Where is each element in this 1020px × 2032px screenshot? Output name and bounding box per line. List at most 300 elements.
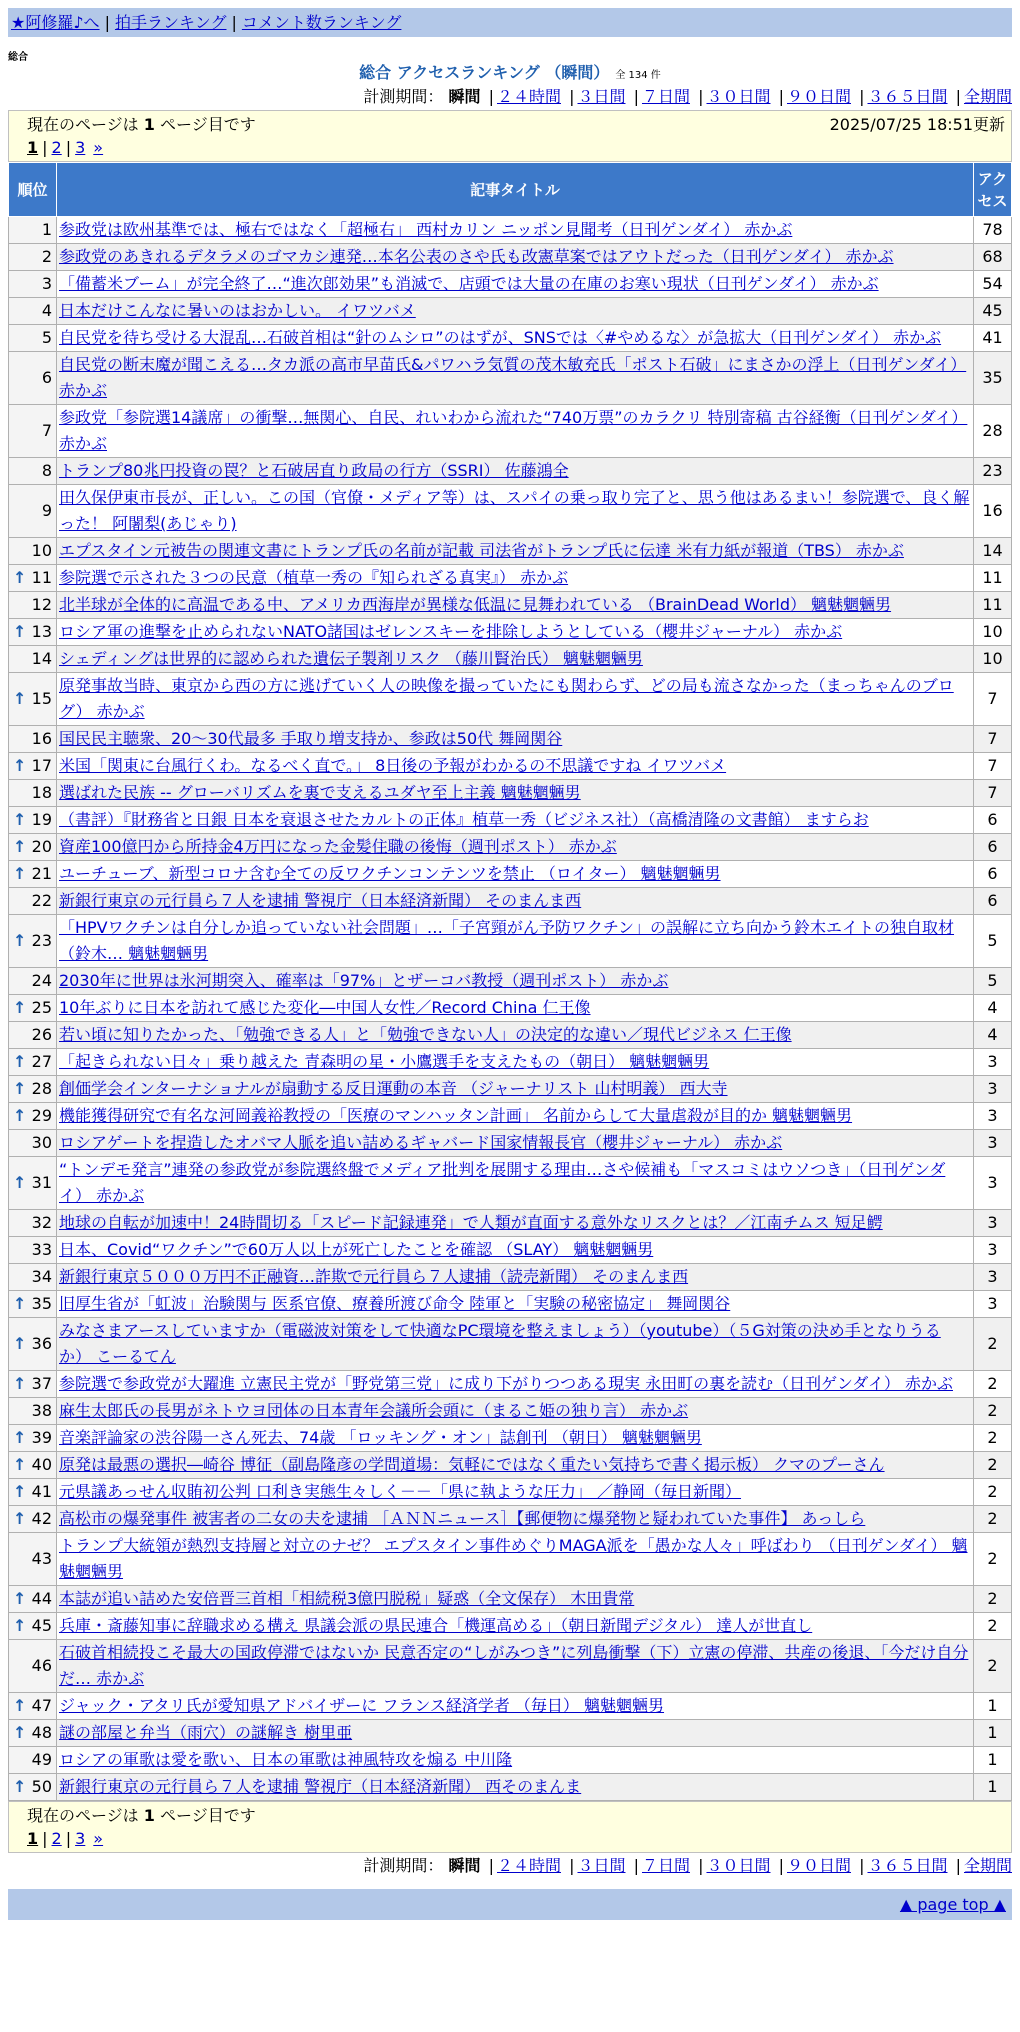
access-count: 7 [974, 780, 1012, 807]
rank-number: 33 [31, 1240, 52, 1259]
title-cell [57, 352, 974, 405]
period-link-30d-bottom[interactable]: ３０日間 [706, 1856, 771, 1875]
page-link-next-bottom[interactable]: » [93, 1829, 104, 1848]
page-current: 1 [27, 138, 39, 157]
rank-number: 21 [31, 864, 52, 883]
up-arrow-icon: ↑ [13, 1334, 27, 1353]
rank-number: 27 [31, 1052, 52, 1071]
article-link[interactable]: ロシアゲートを捏造したオバマ人脈を追い詰めるギャバード国家情報長官（櫻井ジャーナル） 赤かぶ [59, 1133, 783, 1152]
article-link[interactable]: 本誌が追い詰めた安倍晋三首相「相続税3億円脱税」疑惑（全文保存） 木田貴常 [59, 1589, 635, 1608]
article-link[interactable]: 麻生太郎氏の長男がネトウヨ団体の日本青年会議所会頭に（まるこ姫の独り言） 赤かぶ [59, 1401, 689, 1420]
title-cell [57, 1210, 974, 1237]
rank-number: 46 [31, 1656, 52, 1675]
article-link[interactable]: 「起きられない日々」乗り越えた 青森明の星・小鷹選手を支えたもの（朝日） 魑魅魍魎男 [59, 1052, 710, 1071]
table-row [9, 807, 1012, 834]
title-cell [57, 673, 974, 726]
rank-number: 28 [31, 1079, 52, 1098]
up-arrow-icon: ↑ [13, 1079, 27, 1098]
access-count: 7 [974, 726, 1012, 753]
up-arrow-icon: ↑ [13, 1455, 27, 1474]
rank-number: 4 [41, 301, 52, 320]
access-count: 4 [974, 995, 1012, 1022]
table-row [9, 888, 1012, 915]
rank-cell [9, 888, 57, 915]
nav-link-clap-ranking[interactable]: 拍手ランキング [114, 13, 227, 32]
title-cell [57, 1506, 974, 1533]
table-row [9, 834, 1012, 861]
rank-number: 48 [31, 1723, 52, 1742]
nav-link-asyura-home[interactable]: ★阿修羅♪へ [11, 13, 100, 32]
table-row [9, 753, 1012, 780]
article-link[interactable]: エプスタイン元被告の関連文書にトランプ氏の名前が記載 司法省がトランプ氏に伝達 米有力紙が報道（TBS） 赤かぶ [59, 541, 904, 560]
period-link-all[interactable]: 全期間 [963, 87, 1012, 106]
table-row [9, 1613, 1012, 1640]
up-arrow-icon: ↑ [13, 1052, 27, 1071]
period-link-7d[interactable]: ７日間 [641, 87, 690, 106]
up-arrow-icon: ↑ [13, 1777, 27, 1796]
title-cell [57, 807, 974, 834]
rank-number: 32 [31, 1213, 52, 1232]
rank-cell [9, 1506, 57, 1533]
article-link[interactable]: （書評）『財務省と日銀 日本を衰退させたカルトの正体』植草一秀（ビジネス社）（高橋清隆の文書館） ますらお [59, 810, 869, 829]
page-top-link[interactable]: ▲ page top ▲ [899, 1895, 1006, 1914]
up-arrow-icon: ↑ [13, 810, 27, 829]
period-label: 計測期間： [363, 87, 444, 106]
table-row [9, 1774, 1012, 1801]
page-link-2-bottom[interactable]: 2 [51, 1829, 62, 1848]
rank-cell [9, 1264, 57, 1291]
table-row [9, 968, 1012, 995]
article-link[interactable]: 参政党のあきれるデタラメのゴマカシ連発…本名公表のさや氏も改憲草案ではアウトだった（日刊ゲンダイ） 赤かぶ [59, 247, 894, 266]
rank-number: 23 [31, 931, 52, 950]
rank-number: 35 [31, 1294, 52, 1313]
rank-cell [9, 807, 57, 834]
rank-number: 44 [31, 1589, 52, 1608]
up-arrow-icon: ↑ [13, 1173, 27, 1192]
period-link-30d[interactable]: ３０日間 [706, 87, 771, 106]
rank-number: 12 [31, 595, 52, 614]
period-link-all-bottom[interactable]: 全期間 [963, 1856, 1012, 1875]
rank-cell [9, 271, 57, 298]
article-link[interactable]: 選ばれた民族 -- グローバリズムを裏で支えるユダヤ至上主義 魑魅魍魎男 [59, 783, 581, 802]
access-count: 2 [974, 1506, 1012, 1533]
up-arrow-icon: ↑ [13, 1589, 27, 1608]
rank-number: 42 [31, 1509, 52, 1528]
table-row [9, 1049, 1012, 1076]
table-row [9, 915, 1012, 968]
article-link[interactable]: 新銀行東京の元行員ら７人を逮捕 警視庁（日本経済新聞） 西そのまんま [59, 1777, 582, 1796]
article-link[interactable]: 自民党の断末魔が聞こえる…タカ派の高市早苗氏&パワハラ気質の茂木敏充氏「ポスト石破」にまさかの浮上（日刊ゲンダイ） 赤かぶ [59, 355, 967, 400]
period-link-3d-bottom[interactable]: ３日間 [577, 1856, 626, 1875]
article-link[interactable]: 音楽評論家の渋谷陽一さん死去、74歳 「ロッキング・オン」誌創刊 （朝日） 魑魅魍魎男 [59, 1428, 702, 1447]
rank-number: 34 [31, 1267, 52, 1286]
bottom-bar [8, 1889, 1012, 1920]
rank-cell [9, 325, 57, 352]
article-link[interactable]: 参院選で示された３つの民意（植草一秀の『知られざる真実』） 赤かぶ [59, 568, 569, 587]
ranking-table [8, 162, 1012, 1801]
rank-number: 38 [31, 1401, 52, 1420]
up-arrow-icon: ↑ [13, 998, 27, 1017]
section-tag: 総合 [8, 52, 28, 63]
access-count: 3 [974, 1157, 1012, 1210]
rank-cell [9, 352, 57, 405]
table-row [9, 1318, 1012, 1371]
access-count: 3 [974, 1237, 1012, 1264]
title-cell [57, 1022, 974, 1049]
access-count: 7 [974, 753, 1012, 780]
title-cell [57, 1371, 974, 1398]
rank-number: 10 [31, 541, 52, 560]
table-row [9, 1022, 1012, 1049]
access-count: 5 [974, 915, 1012, 968]
up-arrow-icon: ↑ [13, 864, 27, 883]
access-count: 2 [974, 1586, 1012, 1613]
total-count: 全 134 件 [615, 70, 661, 81]
up-arrow-icon: ↑ [13, 1723, 27, 1742]
table-row [9, 1533, 1012, 1586]
rank-number: 29 [31, 1106, 52, 1125]
article-link[interactable]: 地球の自転が加速中！24時間切る「スピード記録連発」で人類が直面する意外なリスクとは？／江南チムス 短足鰐 [59, 1213, 883, 1232]
article-link[interactable]: 参院選で参政党が大躍進 立憲民主党が「野党第三党」に成り下がりつつある現実 永田町の裏を読む（日刊ゲンダイ） 赤かぶ [59, 1374, 953, 1393]
article-link[interactable]: 参政党は欧州基準では、極右ではなく「超極右」 西村カリン ニッポン見聞考（日刊ゲンダイ） 赤かぶ [59, 220, 793, 239]
table-row [9, 1371, 1012, 1398]
table-row [9, 1398, 1012, 1425]
title-cell [57, 1479, 974, 1506]
rank-cell [9, 565, 57, 592]
rank-cell [9, 1452, 57, 1479]
rank-cell [9, 1640, 57, 1693]
page-link-3[interactable]: 3 [75, 138, 86, 157]
up-arrow-icon: ↑ [13, 1106, 27, 1125]
access-count: 4 [974, 1022, 1012, 1049]
rank-number: 20 [31, 837, 52, 856]
up-arrow-icon: ↑ [13, 756, 27, 775]
rank-cell [9, 1479, 57, 1506]
article-link[interactable]: 機能獲得研究で有名な河岡義裕教授の「医療のマンハッタン計画」 名前からして大量虐殺が目的か 魑魅魍魎男 [59, 1106, 853, 1125]
title-cell [57, 968, 974, 995]
title-cell [57, 592, 974, 619]
header-count: アクセス [974, 163, 1012, 217]
table-row [9, 1452, 1012, 1479]
rank-number: 24 [31, 971, 52, 990]
rank-number: 5 [41, 328, 52, 347]
title-cell [57, 915, 974, 968]
period-link-24h-bottom[interactable]: ２４時間 [496, 1856, 561, 1875]
table-row [9, 1506, 1012, 1533]
access-count: 45 [974, 298, 1012, 325]
article-link[interactable]: “トンデモ発言”連発の参政党が参院選終盤でメディア批判を展開する理由…さや候補も「マスコミはウソつき」（日刊ゲンダイ） 赤かぶ [59, 1160, 946, 1205]
title-cell [57, 995, 974, 1022]
table-row [9, 1237, 1012, 1264]
rank-cell [9, 244, 57, 271]
period-link-365d-bottom[interactable]: ３６５日間 [867, 1856, 948, 1875]
article-link[interactable]: 新銀行東京５０００万円不正融資…詐欺で元行員ら７人逮捕（読売新聞） そのまんま西 [59, 1267, 689, 1286]
rank-cell [9, 1586, 57, 1613]
table-row [9, 1157, 1012, 1210]
title-cell [57, 753, 974, 780]
rank-cell [9, 1371, 57, 1398]
article-link[interactable]: 自民党を待ち受ける大混乱…石破首相は“針のムシロ”のはずが、SNSでは〈#やめるな〉が急拡大（日刊ゲンダイ） 赤かぶ [59, 328, 942, 347]
article-link[interactable]: 若い頃に知りたかった、「勉強できる人」と「勉強できない人」の決定的な違い／現代ビジネス 仁王像 [59, 1025, 792, 1044]
up-arrow-icon: ↑ [13, 1616, 27, 1635]
article-link[interactable]: 石破首相続投こそ最大の国政停滞ではないか 民意否定の“しがみつき”に列島衝撃（下）立憲の停滞、共産の後退、「今だけ自分だ… 赤かぶ [59, 1643, 969, 1688]
table-row [9, 298, 1012, 325]
access-count: 5 [974, 968, 1012, 995]
rank-number: 3 [41, 274, 52, 293]
page-status: 現在のページは 1 ページ目です [27, 115, 256, 134]
article-link[interactable]: 日本、Covid“ワクチン”で60万人以上が死亡したことを確認 （SLAY） 魑魅魍魎男 [59, 1240, 654, 1259]
rank-number: 50 [31, 1777, 52, 1796]
access-count: 35 [974, 352, 1012, 405]
rank-cell [9, 592, 57, 619]
rank-number: 18 [31, 783, 52, 802]
title-cell [57, 565, 974, 592]
access-count: 1 [974, 1774, 1012, 1801]
rank-cell [9, 1720, 57, 1747]
period-link-90d[interactable]: ９０日間 [786, 87, 851, 106]
table-row [9, 244, 1012, 271]
access-count: 6 [974, 861, 1012, 888]
rank-number: 19 [31, 810, 52, 829]
table-row [9, 646, 1012, 673]
rank-cell [9, 1613, 57, 1640]
article-link[interactable]: シェディングは世界的に認められた遺伝子製剤リスク （藤川賢治氏） 魑魅魍魎男 [59, 649, 643, 668]
rank-cell [9, 1693, 57, 1720]
table-row [9, 1210, 1012, 1237]
article-link[interactable]: トランプ大統領が熱烈支持層と対立のナゼ？ エプスタイン事件めぐりMAGA派を「愚かな人々」呼ばわり （日刊ゲンダイ） 魑魅魍魎男 [59, 1536, 968, 1581]
title-cell [57, 325, 974, 352]
access-count: 6 [974, 834, 1012, 861]
rank-number: 47 [31, 1696, 52, 1715]
access-count: 3 [974, 1210, 1012, 1237]
title-cell [57, 458, 974, 485]
access-count: 3 [974, 1264, 1012, 1291]
period-link-3d[interactable]: ３日間 [577, 87, 626, 106]
up-arrow-icon: ↑ [13, 689, 27, 708]
article-link[interactable]: 原発事故当時、東京から西の方に逃げていく人の映像を撮っていたにも関わらず、どの局も流さなかった（まっちゃんのブログ） 赤かぶ [59, 676, 954, 721]
rank-cell [9, 1318, 57, 1371]
article-link[interactable]: 資産100億円から所持金4万円になった金髪住職の後悔（週刊ポスト） 赤かぶ [59, 837, 617, 856]
page-link-next[interactable]: » [93, 138, 104, 157]
up-arrow-icon: ↑ [13, 837, 27, 856]
article-link[interactable]: 謎の部屋と弁当（雨穴）の謎解き 樹里亜 [59, 1723, 353, 1742]
access-count: 7 [974, 673, 1012, 726]
article-link[interactable]: 創価学会インターナショナルが扇動する反日運動の本音 （ジャーナリスト 山村明義） 西大寺 [59, 1079, 728, 1098]
up-arrow-icon: ↑ [13, 1428, 27, 1447]
article-link[interactable]: 参政党「参院選14議席」の衝撃…無関心、自民、れいわから流れた“740万票”のカラクリ 特別寄稿 古谷経衡（日刊ゲンダイ） 赤かぶ [59, 408, 968, 453]
rank-cell [9, 1076, 57, 1103]
title-cell [57, 834, 974, 861]
period-link-90d-bottom[interactable]: ９０日間 [786, 1856, 851, 1875]
rank-cell [9, 1774, 57, 1801]
article-link[interactable]: ロシア軍の進撃を止められないNATO諸国はゼレンスキーを排除しようとしている（櫻井ジャーナル） 赤かぶ [59, 622, 843, 641]
access-count: 2 [974, 1533, 1012, 1586]
title-cell [57, 888, 974, 915]
title-cell [57, 1747, 974, 1774]
article-link[interactable]: 兵庫・斎藤知事に辞職求める構え 県議会派の県民連合「機運高める」（朝日新聞デジタル） 達人が世直し [59, 1616, 813, 1635]
rank-cell [9, 619, 57, 646]
title-cell [57, 1425, 974, 1452]
updated-timestamp: 2025/07/25 18:51更新 [829, 115, 1005, 134]
title-cell [57, 1103, 974, 1130]
title-cell [57, 780, 974, 807]
access-count: 2 [974, 1640, 1012, 1693]
article-link[interactable]: 旧厚生省が「虹波」治験関与 医系官僚、療養所渡び命令 陸軍と「実験の秘密協定」 舞岡関谷 [59, 1294, 731, 1313]
table-row [9, 1586, 1012, 1613]
table-row [9, 673, 1012, 726]
article-link[interactable]: 国民民主聴衆、20～30代最多 手取り増支持か、参政は50代 舞岡関谷 [59, 729, 563, 748]
article-link[interactable]: トランプ80兆円投資の罠？と石破居直り政局の行方（SSRI） 佐藤鴻全 [59, 461, 569, 480]
rank-number: 26 [31, 1025, 52, 1044]
title-cell [57, 619, 974, 646]
table-row [9, 726, 1012, 753]
article-link[interactable]: 田久保伊東市長が、正しい。この国（官僚・メディア等）は、スパイの乗っ取り完了と、思う他はあるまい！参院選で、良く解った！ 阿闍梨(あじゃり) [59, 488, 970, 533]
title-cell [57, 1318, 974, 1371]
rank-cell [9, 1210, 57, 1237]
rank-cell [9, 780, 57, 807]
article-link[interactable]: 原発は最悪の選択―崎谷 博征（副島隆彦の学問道場：気軽にではなく重たい気持ちで書く掲示板） クマのプーさん [59, 1455, 885, 1474]
access-count: 3 [974, 1130, 1012, 1157]
table-row [9, 619, 1012, 646]
title-cell [57, 298, 974, 325]
rank-number: 41 [31, 1482, 52, 1501]
table-row [9, 1130, 1012, 1157]
table-row [9, 1693, 1012, 1720]
access-count: 2 [974, 1371, 1012, 1398]
rank-cell [9, 217, 57, 244]
table-row [9, 271, 1012, 298]
table-row [9, 1747, 1012, 1774]
header-title: 記事タイトル [57, 163, 974, 217]
rank-number: 16 [31, 729, 52, 748]
rank-cell [9, 726, 57, 753]
rank-number: 2 [41, 247, 52, 266]
title-cell [57, 1157, 974, 1210]
rank-cell [9, 834, 57, 861]
rank-cell [9, 1398, 57, 1425]
up-arrow-icon: ↑ [13, 1482, 27, 1501]
article-link[interactable]: 新銀行東京の元行員ら７人を逮捕 警視庁（日本経済新聞） そのまんま西 [59, 891, 582, 910]
up-arrow-icon: ↑ [13, 1294, 27, 1313]
access-count: 16 [974, 485, 1012, 538]
rank-number: 15 [31, 689, 52, 708]
title-cell [57, 1613, 974, 1640]
table-row [9, 1076, 1012, 1103]
up-arrow-icon: ↑ [13, 568, 27, 587]
rank-number: 45 [31, 1616, 52, 1635]
up-arrow-icon: ↑ [13, 1696, 27, 1715]
page-current-bottom: 1 [27, 1829, 39, 1848]
title-cell [57, 1533, 974, 1586]
article-link[interactable]: 10年ぶりに日本を訪れて感じた変化―中国人女性／Record China 仁王像 [59, 998, 591, 1017]
table-row [9, 325, 1012, 352]
access-count: 10 [974, 619, 1012, 646]
article-link[interactable]: 「備蓄米ブーム」が完全終了…“進次郎効果”も消滅で、店頭では大量の在庫のお寒い現状（日刊ゲンダイ） 赤かぶ [59, 274, 879, 293]
rank-cell [9, 1237, 57, 1264]
rank-number: 39 [31, 1428, 52, 1447]
access-count: 2 [974, 1425, 1012, 1452]
rank-cell [9, 673, 57, 726]
table-row [9, 1264, 1012, 1291]
article-link[interactable]: 北半球が全体的に高温である中、アメリカ西海岸が異様な低温に見舞われている （BrainDead World） 魑魅魍魎男 [59, 595, 892, 614]
up-arrow-icon: ↑ [13, 1374, 27, 1393]
rank-cell [9, 915, 57, 968]
period-link-24h[interactable]: ２４時間 [496, 87, 561, 106]
title-cell [57, 1237, 974, 1264]
access-count: 1 [974, 1693, 1012, 1720]
nav-link-comment-ranking[interactable]: コメント数ランキング [241, 13, 402, 32]
rank-cell [9, 861, 57, 888]
table-row [9, 995, 1012, 1022]
period-current: 瞬間 [448, 87, 481, 106]
title-cell [57, 726, 974, 753]
table-row [9, 458, 1012, 485]
article-link[interactable]: 日本だけこんなに暑いのはおかしい。 イワツバメ [59, 301, 416, 320]
access-count: 23 [974, 458, 1012, 485]
title-cell [57, 485, 974, 538]
page-link-3-bottom[interactable]: 3 [75, 1829, 86, 1848]
access-count: 10 [974, 646, 1012, 673]
rank-number: 25 [31, 998, 52, 1017]
title-cell [57, 1452, 974, 1479]
title-cell [57, 1398, 974, 1425]
article-link[interactable]: ユーチューブ、新型コロナ含む全ての反ワクチンコンテンツを禁止 （ロイター） 魑魅魍魎男 [59, 864, 721, 883]
article-link[interactable]: 「HPVワクチンは自分しか追っていない社会問題」…「子宮頸がん予防ワクチン」の誤解に立ち向かう鈴木エイトの独自取材（鈴木… 魑魅魍魎男 [59, 918, 955, 963]
article-link[interactable]: 高松市の爆発事件 被害者の二女の夫を逮捕 ［ＡＮＮニュース］【郵便物に爆発物と疑われていた事件】 あっしら [59, 1509, 866, 1528]
article-link[interactable]: 元県議あっせん収賄初公判 口利き実態生々しく－－「県に執ような圧力」 ／静岡（毎日新聞） [59, 1482, 742, 1501]
title-cell [57, 1693, 974, 1720]
table-row [9, 1291, 1012, 1318]
rank-cell [9, 1157, 57, 1210]
article-link[interactable]: ロシアの軍歌は愛を歌い、日本の軍歌は神風特攻を煽る 中川隆 [59, 1750, 513, 1769]
access-count: 2 [974, 1452, 1012, 1479]
access-count: 6 [974, 807, 1012, 834]
period-link-365d[interactable]: ３６５日間 [867, 87, 948, 106]
period-link-7d-bottom[interactable]: ７日間 [641, 1856, 690, 1875]
title-cell [57, 1264, 974, 1291]
table-row [9, 1479, 1012, 1506]
article-link[interactable]: みなさまアースしていますか（電磁波対策をして快適なPC環境を整えましょう）（youtube）（５G対策の決め手となりうるか） こーるてん [59, 1321, 941, 1366]
article-link[interactable]: ジャック・アタリ氏が愛知県アドバイザーに フランス経済学者 （毎日） 魑魅魍魎男 [59, 1696, 665, 1715]
access-count: 54 [974, 271, 1012, 298]
rank-number: 49 [31, 1750, 52, 1769]
rank-number: 30 [31, 1133, 52, 1152]
page-link-2[interactable]: 2 [51, 138, 62, 157]
rank-cell [9, 1049, 57, 1076]
rank-number: 36 [31, 1334, 52, 1353]
table-row [9, 538, 1012, 565]
article-link[interactable]: 米国「関東に台風行くわ。なるべく直で。」 8日後の予報がわかるの不思議ですね イワツバメ [59, 756, 727, 775]
table-row [9, 780, 1012, 807]
article-link[interactable]: 2030年に世界は氷河期突入、確率は「97%」とザーコバ教授（週刊ポスト） 赤かぶ [59, 971, 669, 990]
rank-cell [9, 1747, 57, 1774]
top-nav-bar: ★阿修羅♪へ | 拍手ランキング | コメント数ランキング [8, 8, 1012, 37]
rank-number: 14 [31, 649, 52, 668]
table-row [9, 1720, 1012, 1747]
access-count: 14 [974, 538, 1012, 565]
table-row [9, 405, 1012, 458]
access-count: 78 [974, 217, 1012, 244]
rank-number: 40 [31, 1455, 52, 1474]
pager-top: 現在のページは 1 ページ目です 2025/07/25 18:51更新 1 | 2 | 3 » [8, 110, 1012, 162]
title-cell [57, 405, 974, 458]
table-row [9, 485, 1012, 538]
page-title: 総合 アクセスランキング （瞬間） [359, 63, 610, 82]
title-cell [57, 1774, 974, 1801]
rank-cell [9, 646, 57, 673]
table-row [9, 592, 1012, 619]
up-arrow-icon: ↑ [13, 1509, 27, 1528]
